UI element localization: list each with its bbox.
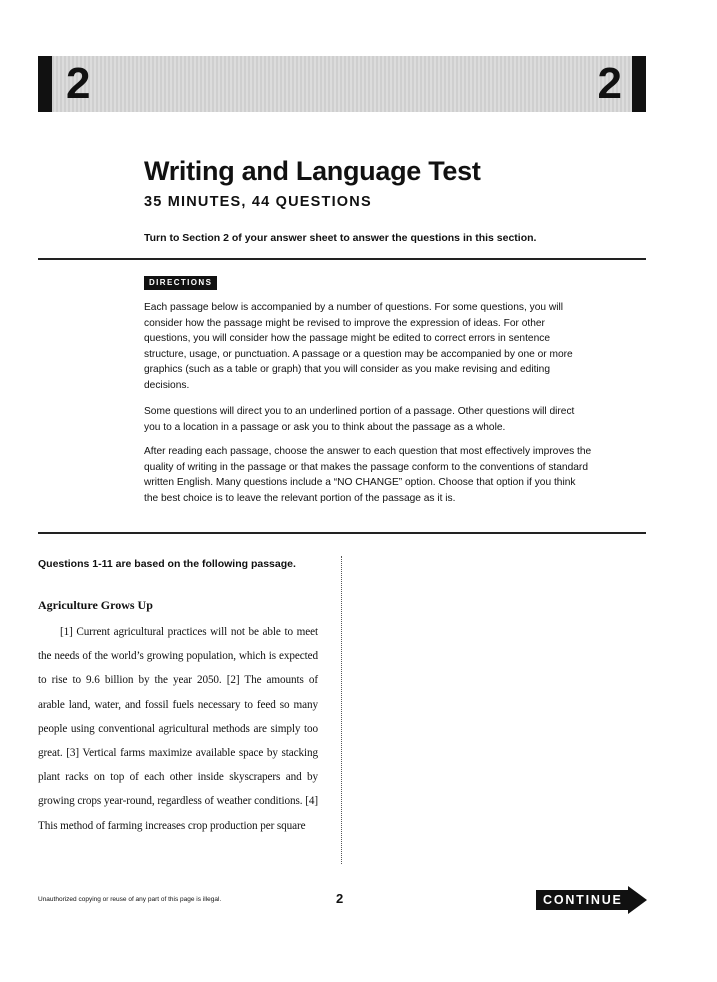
header-bar-left: [38, 56, 52, 112]
passage-body: [1] Current agricultural practices will not be able to meet the needs of the world’s growing population, which is expected to rise to 9.6 billion by the year 2050. [2] The amounts of arable land, water, and fossil fuels necessary to feed so many people using conventional agricultural methods are simply too great. [3] Vertical farms maximize available space by stacking plant racks on top of each other inside skyscrapers and by growing crops year-round, regardless of weather conditions. [4] This method of farming increases crop production per square: [38, 626, 318, 832]
section-number-left: 2: [66, 59, 91, 108]
section-header-band: [38, 56, 646, 112]
column-divider: [341, 556, 342, 864]
questions-heading: Questions 1-11 are based on the following passage.: [38, 558, 296, 570]
copyright-note: Unauthorized copying or reuse of any part of this page is illegal.: [38, 896, 222, 903]
page-title: Writing and Language Test: [144, 156, 481, 186]
passage-title: Agriculture Grows Up: [38, 598, 153, 612]
directions-bottom-rule: [38, 532, 646, 534]
directions-paragraph: Each passage below is accompanied by a number of questions. For some questions, you will consider how the passage might be revised to improve the expression of ideas. For other questions, you will consider how the passage might be edited to correct errors in sentence structure, usage, or punctuation. A passage or a question may be accompanied by one or more graphics (such as a table or graph) that you will consider as you make revising and editing decisions.: [144, 302, 573, 391]
directions-paragraph: After reading each passage, choose the answer to each question that most effectively improves the quality of writing in the passage or that makes the passage conform to the conventions of standard written English. Many questions include a “NO CHANGE” option. Choose that option if you think the best choice is to leave the relevant portion of the passage as it is.: [144, 446, 592, 504]
page-number: 2: [336, 891, 344, 906]
directions-top-rule: [38, 258, 646, 260]
directions-paragraph: Some questions will direct you to an underlined portion of a passage. Other questions will direct you to a location in a passage or ask you to think about the passage as a whole.: [144, 406, 575, 433]
header-bar-right: [632, 56, 646, 112]
continue-button[interactable]: [536, 886, 647, 914]
test-duration-subtitle: 35 MINUTES, 44 QUESTIONS: [144, 194, 372, 210]
section-number-right: 2: [597, 59, 622, 108]
answer-sheet-instruction: Turn to Section 2 of your answer sheet to answer the questions in this section.: [144, 232, 537, 244]
continue-label: CONTINUE: [543, 893, 623, 907]
directions-badge: DIRECTIONS: [144, 276, 217, 290]
